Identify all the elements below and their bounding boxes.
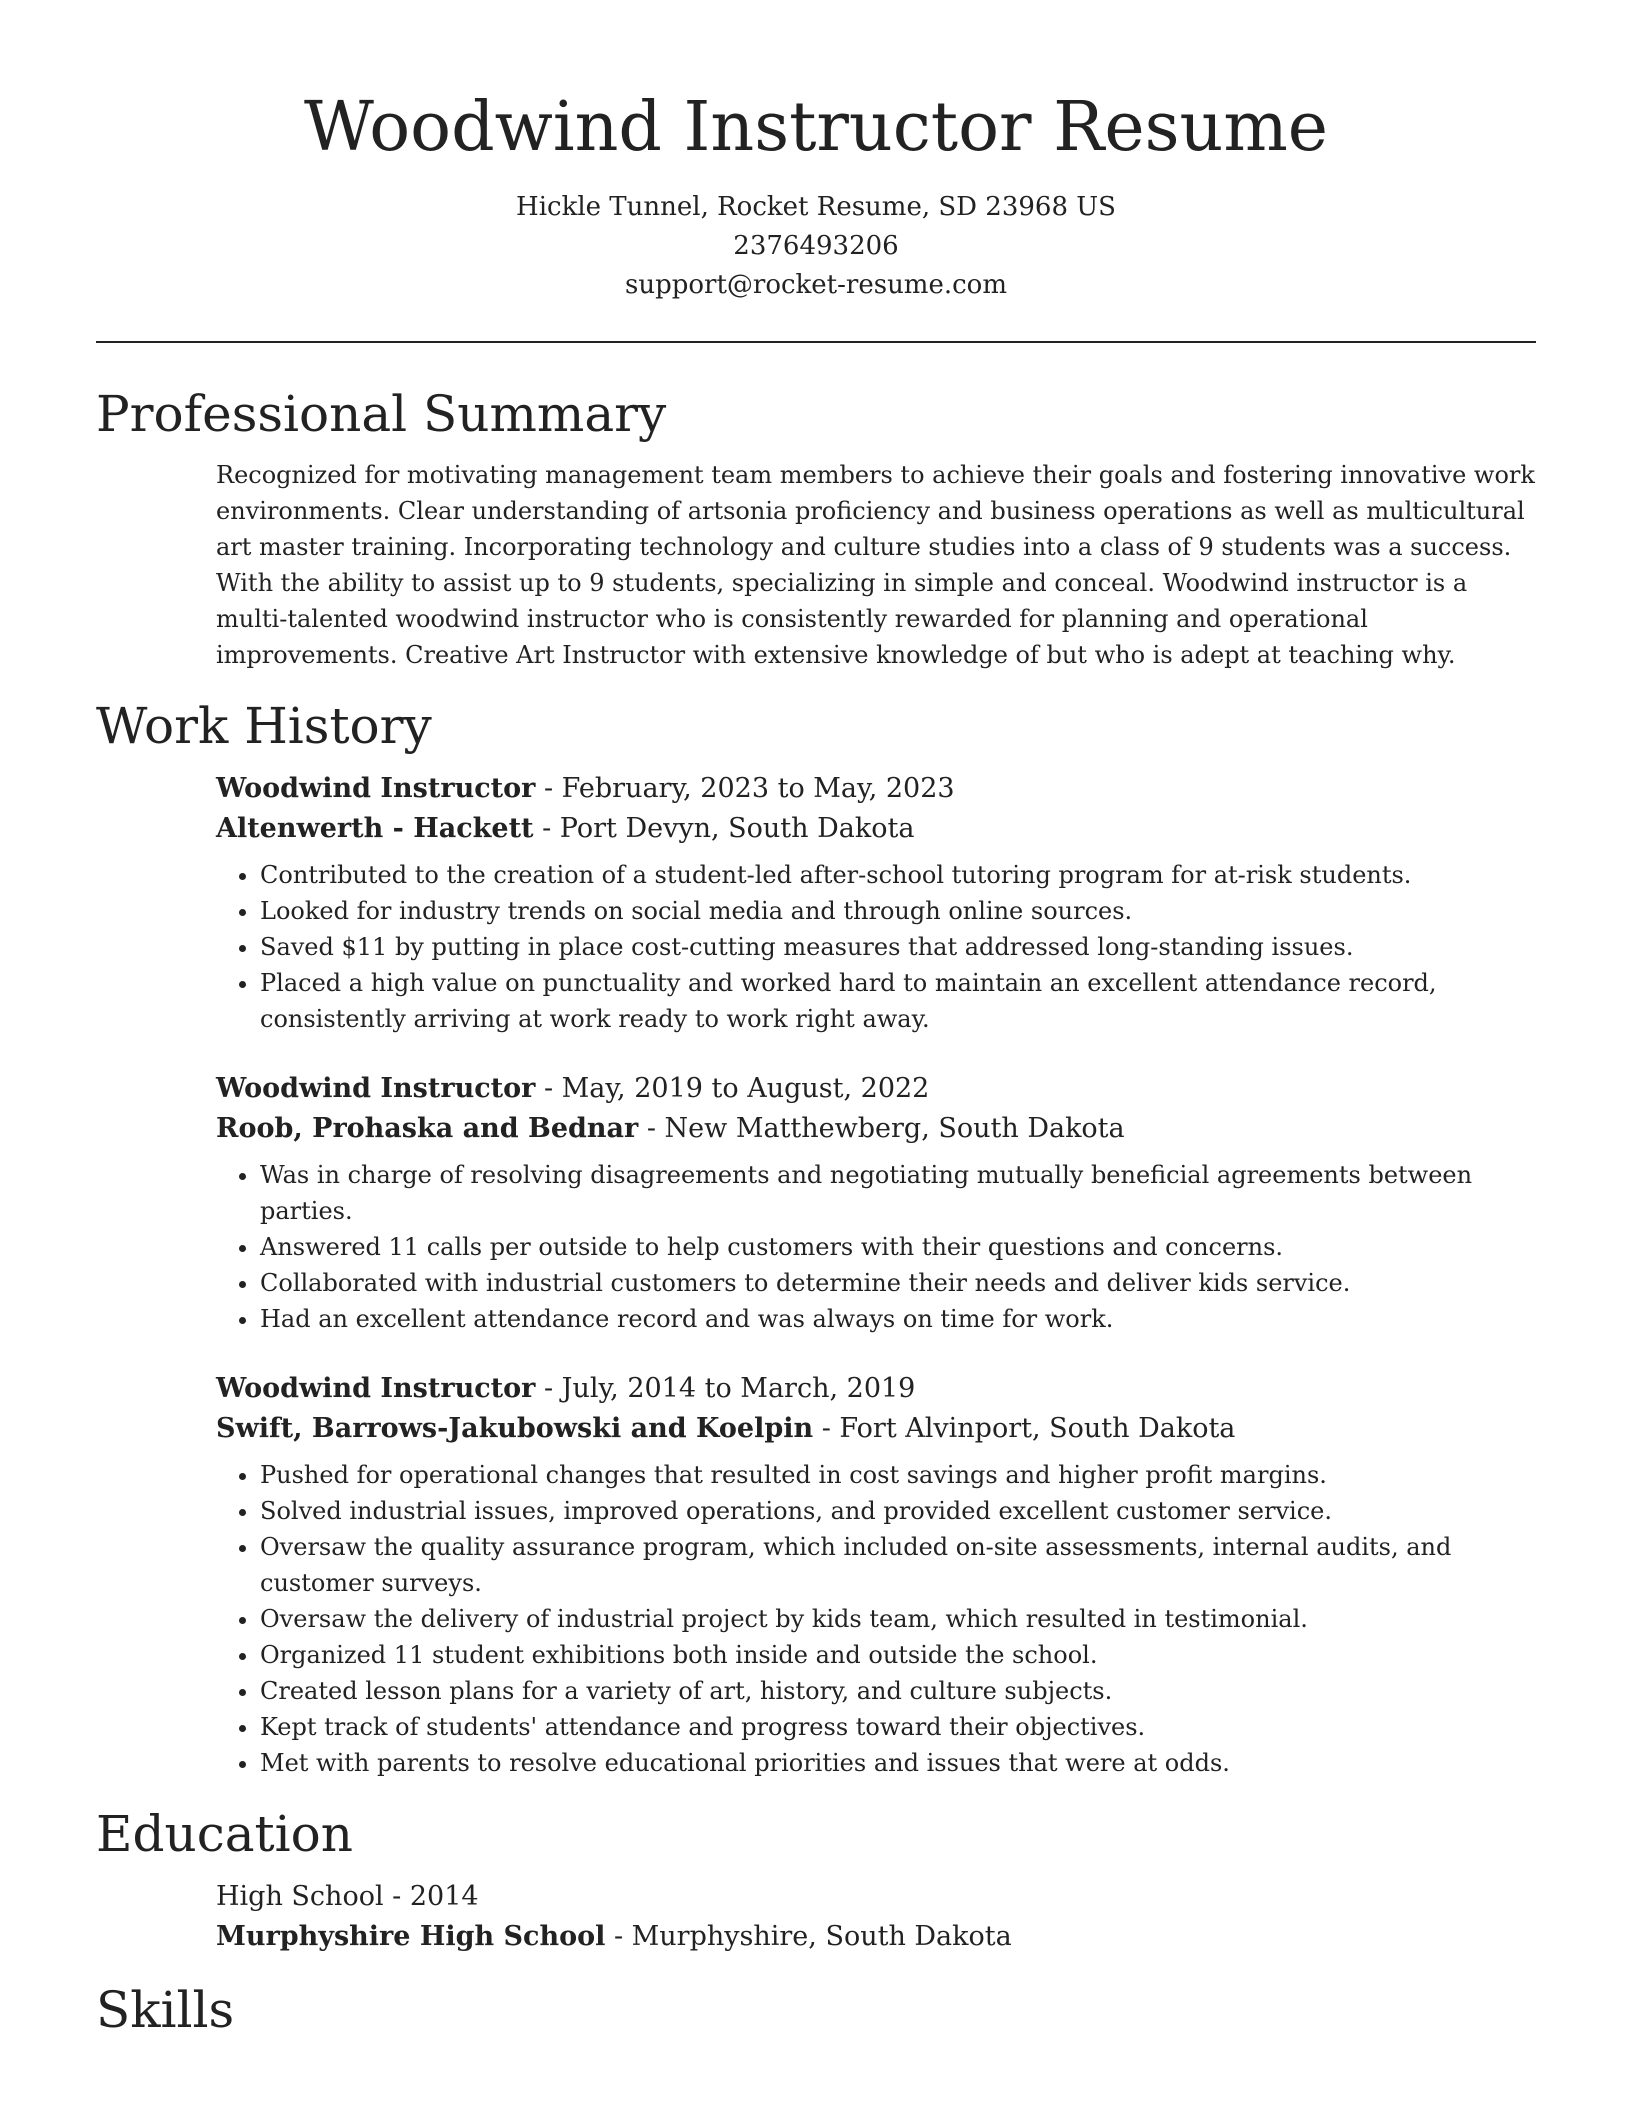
job-dates: - February, 2023 to May, 2023 (535, 773, 955, 804)
job-company-line (216, 1409, 1536, 1449)
contact-address: Hickle Tunnel, Rocket Resume, SD 23968 US (516, 192, 1116, 222)
job-bullets (216, 1457, 1536, 1781)
list-item: • Pushed for operational changes that resulted in cost savings and higher profit margins. (260, 1457, 1536, 1493)
job-company: Roob, Prohaska and Bednar (216, 1113, 639, 1144)
education-year: - 2014 (383, 1881, 479, 1912)
education-heading: Education (96, 1805, 353, 1863)
skills-section (96, 1979, 1536, 2041)
job-location: - New Matthewberg, South Dakota (638, 1113, 1125, 1144)
list-item: • Answered 11 calls per outside to help customers with their questions and concerns. (260, 1229, 1536, 1265)
work-section (96, 695, 1536, 1781)
job-company-line (216, 1109, 1536, 1149)
contact-block (96, 188, 1536, 305)
header-divider (96, 341, 1536, 343)
job-role: Woodwind Instructor (216, 1073, 536, 1104)
job-title-line (216, 1369, 1536, 1409)
education-degree-line (216, 1877, 1536, 1917)
skills-heading: Skills (96, 1981, 235, 2039)
job-bullets (216, 857, 1536, 1037)
list-item: • Organized 11 student exhibitions both inside and outside the school. (260, 1637, 1536, 1673)
job-entry (216, 1069, 1536, 1337)
job-entry (216, 1369, 1536, 1781)
work-heading: Work History (96, 697, 432, 755)
job-company: Altenwerth - Hackett (216, 813, 534, 844)
education-school-line (216, 1917, 1536, 1957)
job-title-line (216, 769, 1536, 809)
job-bullets (216, 1157, 1536, 1337)
contact-email: support@rocket-resume.com (624, 270, 1007, 300)
job-company: Swift, Barrows-Jakubowski and Koelpin (216, 1413, 814, 1444)
contact-phone: 2376493206 (733, 231, 899, 261)
list-item: • Contributed to the creation of a student-led after-school tutoring program for at-risk students. (260, 857, 1536, 893)
list-item: • Collaborated with industrial customers to determine their needs and deliver kids service. (260, 1265, 1536, 1301)
list-item: • Was in charge of resolving disagreements and negotiating mutually beneficial agreements between parties. (260, 1157, 1536, 1229)
list-item: • Looked for industry trends on social media and through online sources. (260, 893, 1536, 929)
job-dates: - May, 2019 to August, 2022 (535, 1073, 930, 1104)
job-location: - Port Devyn, South Dakota (533, 813, 915, 844)
job-title-line (216, 1069, 1536, 1109)
list-item: • Kept track of students' attendance and progress toward their objectives. (260, 1709, 1536, 1745)
education-degree: High School (216, 1881, 384, 1912)
job-company-line (216, 809, 1536, 849)
list-item: • Created lesson plans for a variety of art, history, and culture subjects. (260, 1673, 1536, 1709)
summary-heading: Professional Summary (96, 385, 667, 443)
education-section (96, 1803, 1536, 1957)
list-item: • Solved industrial issues, improved operations, and provided excellent customer service. (260, 1493, 1536, 1529)
list-item: • Oversaw the quality assurance program, which included on-site assessments, internal audits, and customer surveys. (260, 1529, 1536, 1601)
job-entry (216, 769, 1536, 1037)
list-item: • Placed a high value on punctuality and worked hard to maintain an excellent attendance record, consistently arriving at work ready to work right away. (260, 965, 1536, 1037)
list-item: • Saved $11 by putting in place cost-cutting measures that addressed long-standing issues. (260, 929, 1536, 965)
job-role: Woodwind Instructor (216, 1373, 536, 1404)
resume-page (96, 0, 1536, 2041)
list-item: • Met with parents to resolve educational priorities and issues that were at odds. (260, 1745, 1536, 1781)
resume-title: Woodwind Instructor Resume (303, 88, 1329, 167)
job-dates: - July, 2014 to March, 2019 (535, 1373, 916, 1404)
job-role: Woodwind Instructor (216, 773, 536, 804)
list-item: • Had an excellent attendance record and was always on time for work. (260, 1301, 1536, 1337)
education-location: - Murphyshire, South Dakota (605, 1921, 1012, 1952)
summary-text: Recognized for motivating management team members to achieve their goals and fostering innovative work environments. Clear understanding of artsonia proficiency and business operations as well as multicultural art master training. Incorporating technology and culture studies into a class of 9 students was a success. With the ability to assist up to 9 students, specializing in simple and conceal. Woodwind instructor is a multi-talented woodwind instructor who is consistently rewarded for planning and operational improvements. Creative Art Instructor with extensive knowledge of but who is adept at teaching why. (216, 461, 1535, 669)
list-item: • Oversaw the delivery of industrial project by kids team, which resulted in testimonial. (260, 1601, 1536, 1637)
summary-section (96, 383, 1536, 673)
job-location: - Fort Alvinport, South Dakota (813, 1413, 1236, 1444)
education-school: Murphyshire High School (216, 1921, 606, 1952)
